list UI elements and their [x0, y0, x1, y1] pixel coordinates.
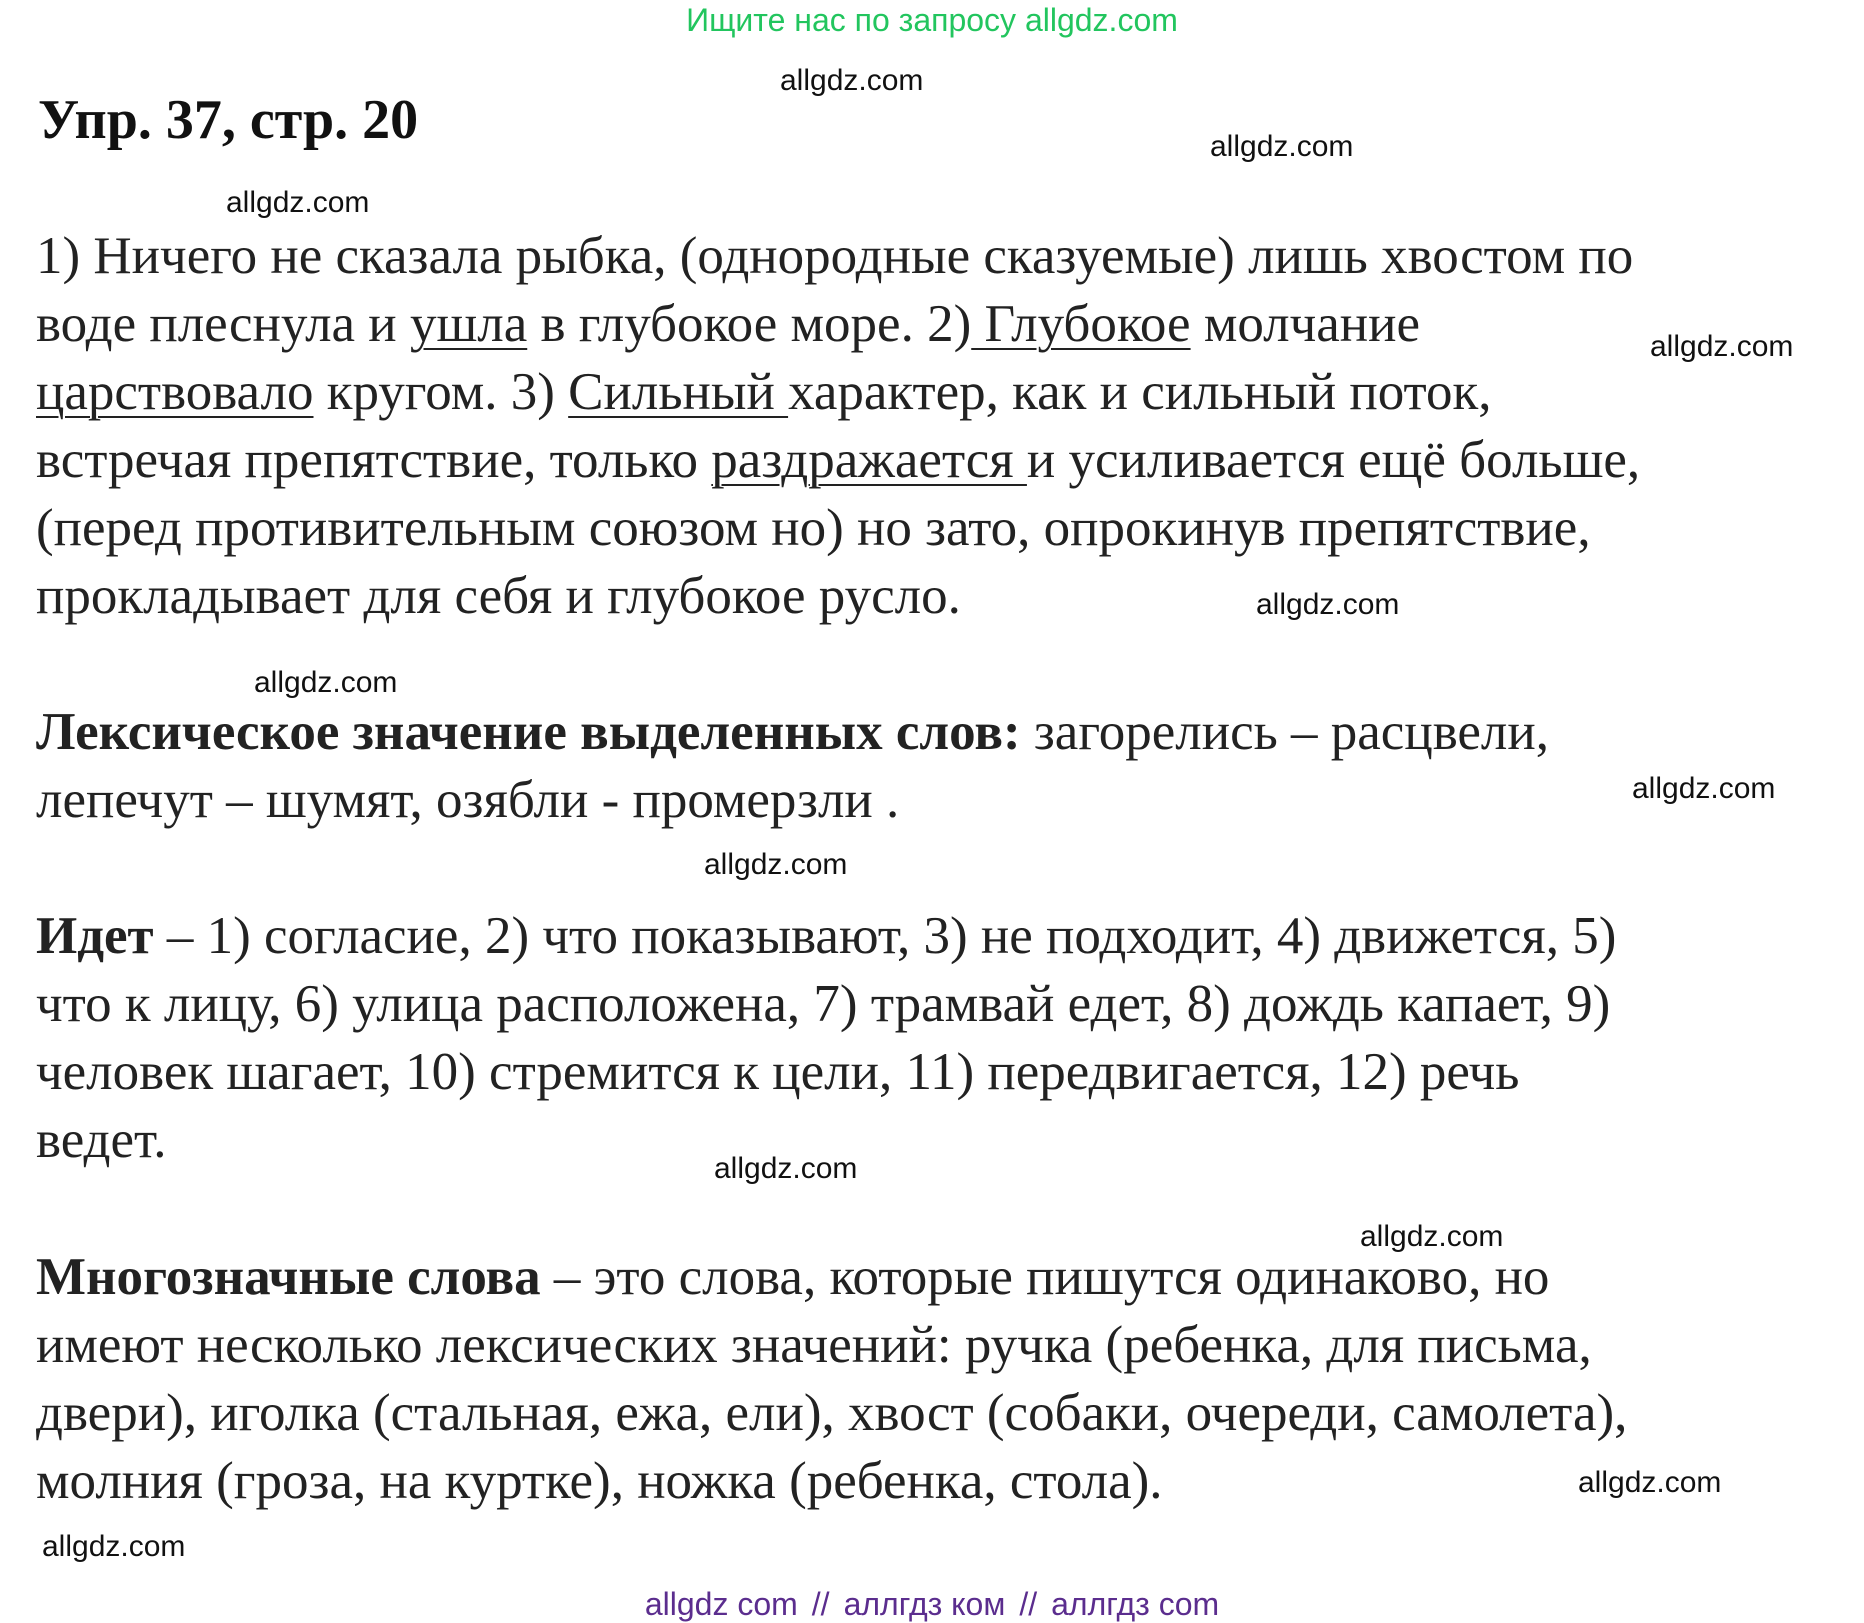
watermark: allgdz.com	[704, 848, 848, 881]
text: и усиливается ещё больше,	[1026, 431, 1641, 489]
text-line	[36, 698, 1836, 766]
footer-link[interactable]: allgdz com	[644, 1586, 798, 1622]
watermark: allgdz.com	[254, 666, 398, 699]
text-line: что к лицу, 6) улица расположена, 7) трамвай едет, 8) дождь капает, 9)	[36, 975, 1611, 1033]
footer-link[interactable]: аллгдз ком	[843, 1586, 1006, 1622]
text-line	[36, 426, 1836, 494]
bold-heading: Идет	[36, 907, 154, 965]
watermark: allgdz.com	[42, 1530, 186, 1563]
text-line: (перед противительным союзом но) но зато, опрокинув препятствие,	[36, 499, 1591, 557]
text: – это слова, которые пишутся одинаково, но	[540, 1248, 1550, 1306]
underlined-word: ушла	[409, 295, 528, 353]
text-line: человек шагает, 10) стремится к цели, 11) передвигается, 12) речь	[36, 1043, 1520, 1101]
paragraph-sentences	[36, 222, 1836, 630]
text-line: 1) Ничего не сказала рыбка, (однородные сказуемые) лишь хвостом по	[36, 227, 1634, 285]
text: характер, как и сильный поток,	[788, 363, 1492, 421]
footer-separator: //	[811, 1586, 830, 1622]
text-line: молния (гроза, на куртке), ножка (ребенка, стола).	[36, 1452, 1163, 1510]
text: загорелись – расцвели,	[1020, 703, 1549, 761]
text: встречая препятствие, только	[36, 431, 712, 489]
text-line: двери), иголка (стальная, ежа, ели), хвост (собаки, очереди, самолета),	[36, 1384, 1628, 1442]
top-banner[interactable]: Ищите нас по запросу allgdz.com	[686, 2, 1178, 38]
text-line: лепечут – шумят, озябли - промерзли .	[36, 771, 900, 829]
text: молчание	[1190, 295, 1421, 353]
footer-link[interactable]: аллгдз com	[1051, 1586, 1220, 1622]
watermark: allgdz.com	[714, 1152, 858, 1185]
text: – 1) согласие, 2) что показывают, 3) не подходит, 4) движется, 5)	[153, 907, 1617, 965]
footer-separator: //	[1019, 1586, 1038, 1622]
text: в глубокое море. 2)	[527, 295, 972, 353]
text-line	[36, 290, 1836, 358]
text-line: имеют несколько лексических значений: ручка (ребенка, для письма,	[36, 1316, 1592, 1374]
watermark: allgdz.com	[226, 186, 370, 219]
underlined-word: раздражается	[711, 431, 1027, 489]
paragraph-lexical-meaning	[36, 698, 1836, 834]
watermark: allgdz.com	[780, 64, 924, 97]
text-line: прокладывает для себя и глубокое русло.	[36, 567, 961, 625]
bold-heading: Многозначные слова	[36, 1248, 541, 1306]
text: воде плеснула и	[36, 295, 410, 353]
watermark: allgdz.com	[1650, 330, 1794, 363]
watermark: allgdz.com	[1256, 588, 1400, 621]
underlined-word: Сильный	[568, 363, 789, 421]
underlined-word: Глубокое	[971, 295, 1191, 353]
watermark: allgdz.com	[1210, 130, 1354, 163]
text-line	[36, 902, 1836, 970]
paragraph-idet	[36, 902, 1836, 1174]
text-line	[36, 358, 1836, 426]
underlined-word: царствовало	[36, 363, 314, 421]
watermark: allgdz.com	[1360, 1220, 1504, 1253]
watermark: allgdz.com	[1578, 1466, 1722, 1499]
watermark: allgdz.com	[1632, 772, 1776, 805]
text-line	[36, 1243, 1836, 1311]
text: кругом. 3)	[313, 363, 569, 421]
footer-links	[0, 1586, 1864, 1623]
exercise-title: Упр. 37, стр. 20	[38, 89, 419, 151]
bold-heading: Лексическое значение выделенных слов:	[36, 703, 1021, 761]
paragraph-polysemous-words	[36, 1243, 1836, 1515]
text-line: ведет.	[36, 1111, 167, 1169]
